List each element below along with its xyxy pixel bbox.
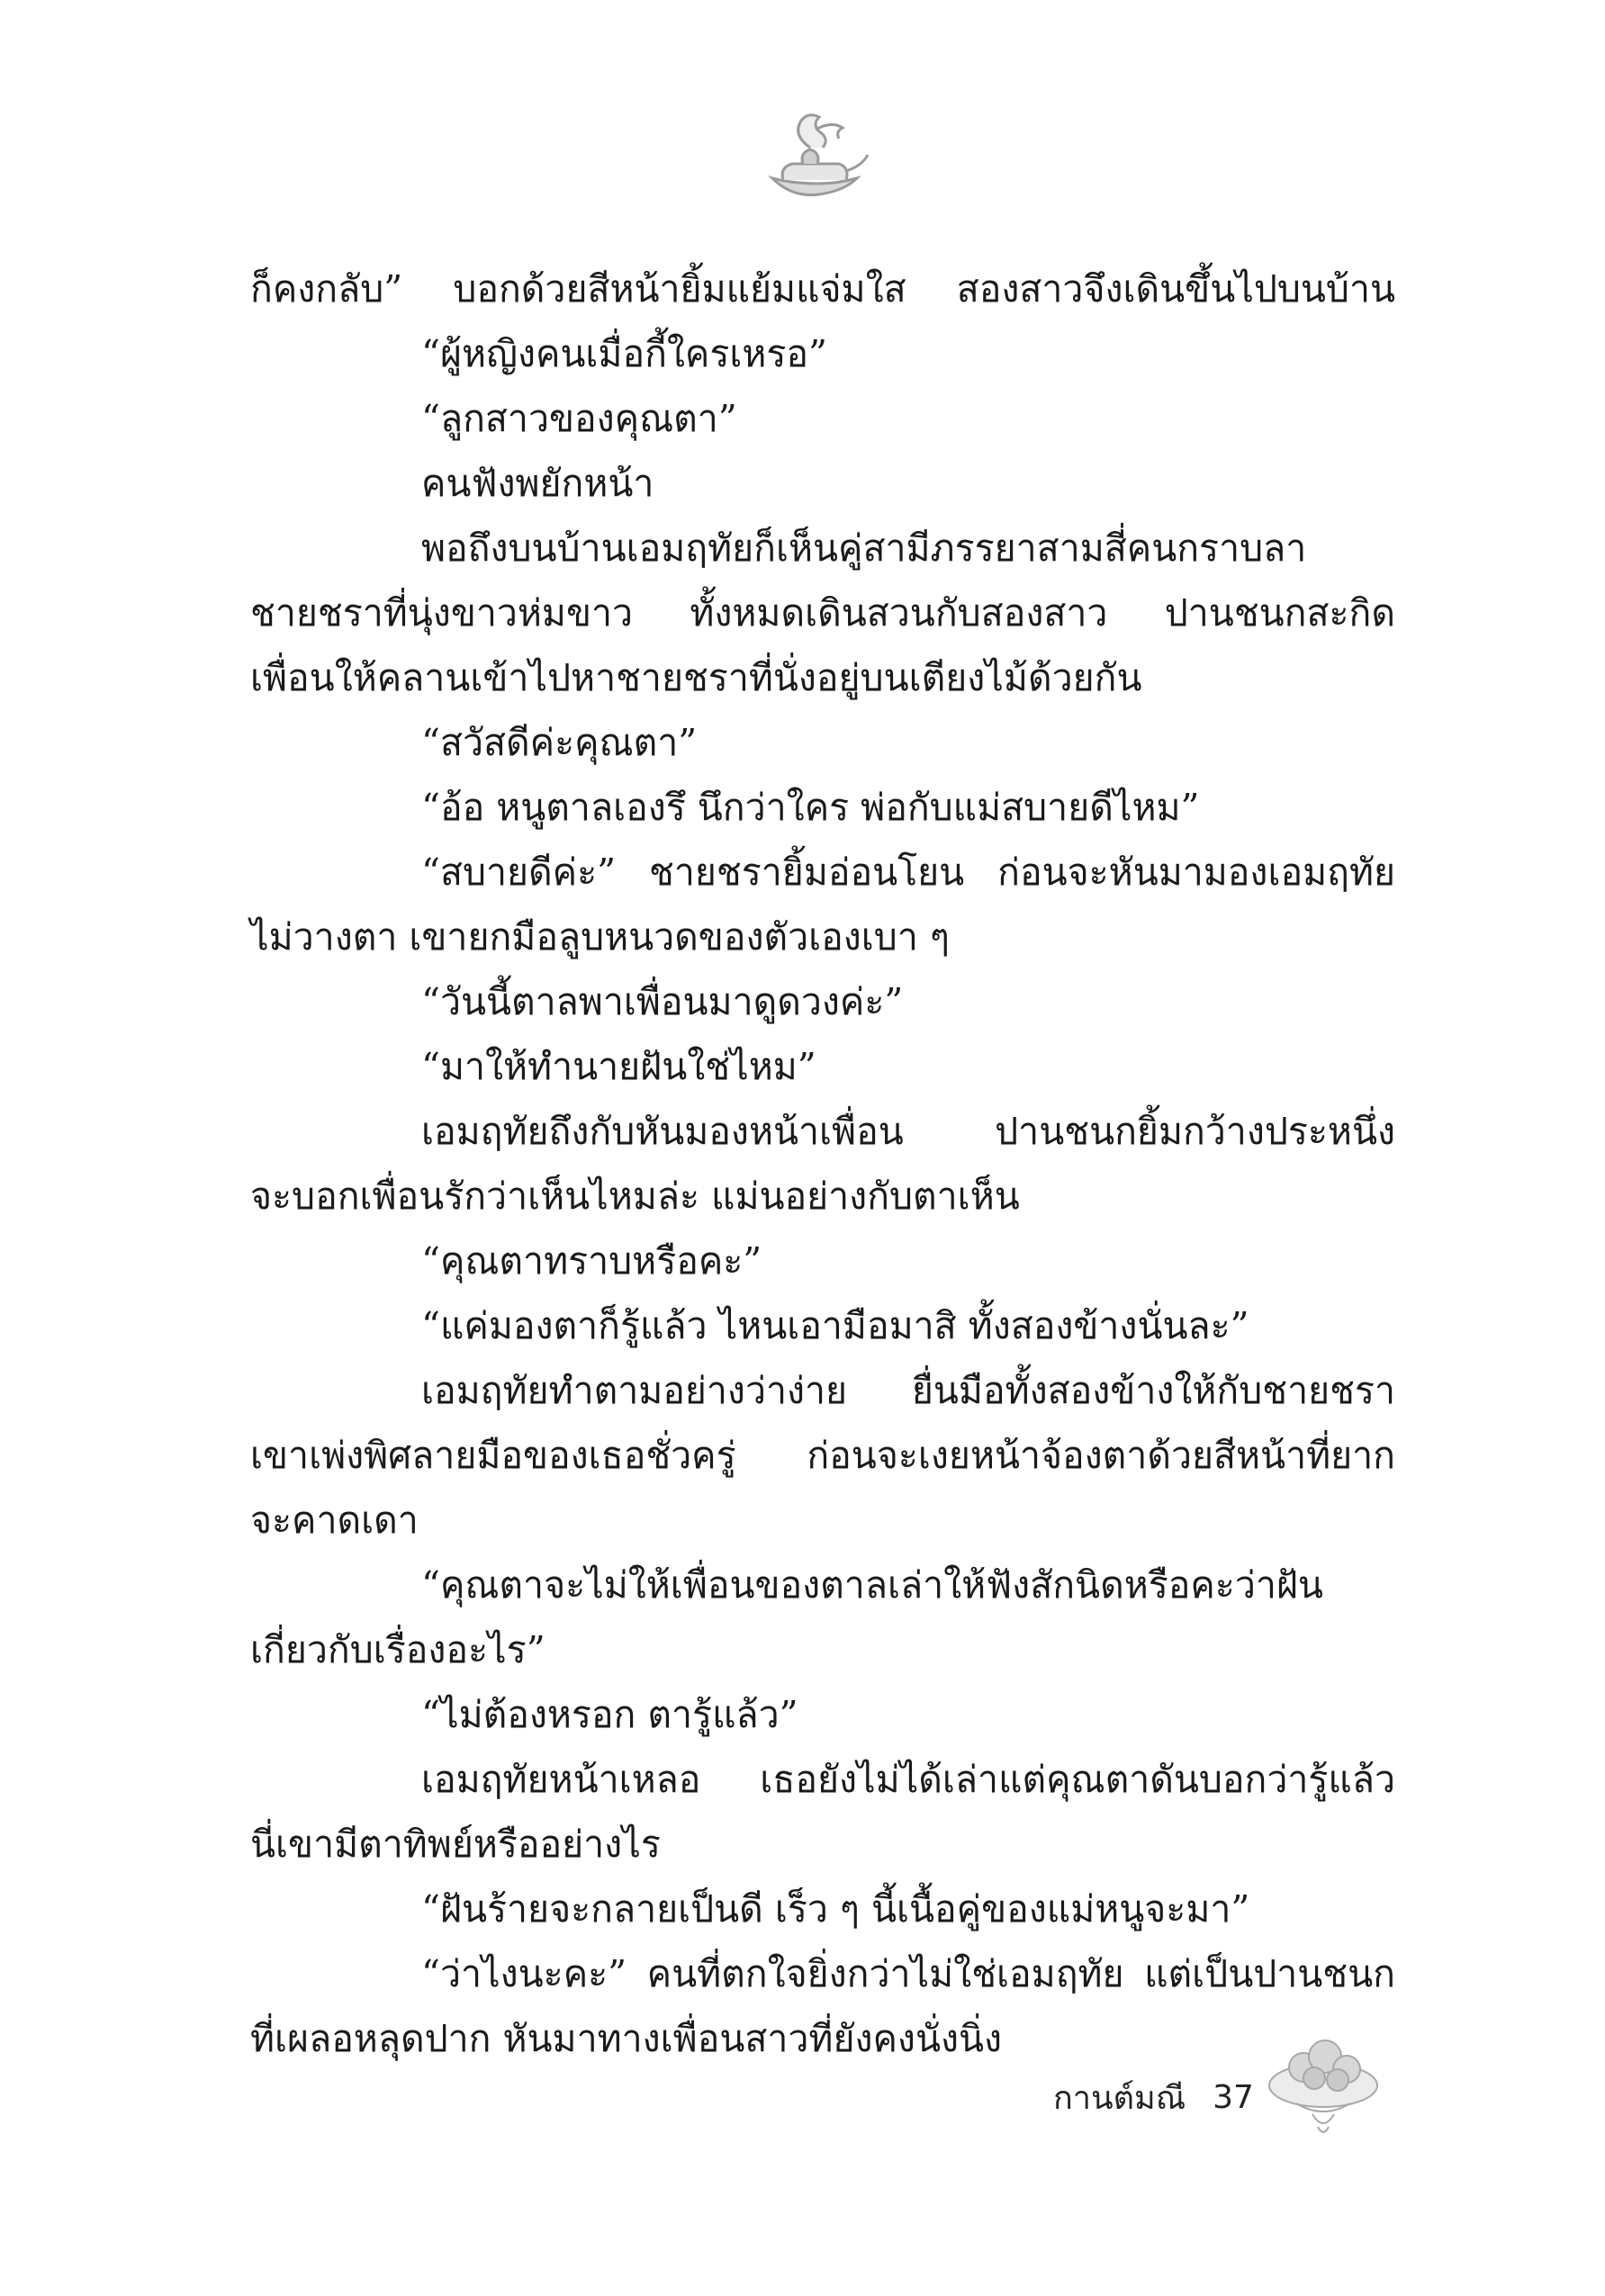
page-number: 37 — [1213, 2078, 1254, 2116]
text-line: เกี่ยวกับเรื่องอะไร” — [250, 1628, 546, 1671]
running-title: กานต์มณี — [1053, 2079, 1186, 2117]
text-line: เพื่อนให้คลานเข้าไปหาชายชราที่นั่งอยู่บนเตียงไม้ด้วยกัน — [250, 656, 1142, 699]
text-line: “ว่าไงนะคะ” คนที่ตกใจยิ่งกว่าไม่ใช่เอมฤทัย แต่เป็นปานชนก — [421, 1952, 1395, 1995]
text-line: “สบายดีค่ะ” ชายชรายิ้มอ่อนโยน ก่อนจะหันมามองเอมฤทัย — [421, 851, 1395, 894]
magic-lamp-icon — [756, 108, 873, 207]
text-line: พอถึงบนบ้านเอมฤทัยก็เห็นคู่สามีภรรยาสามสี่คนกราบลา — [421, 527, 1307, 570]
text-line: “แค่มองตาก็รู้แล้ว ไหนเอามือมาสิ ทั้งสองข้างนั่นละ” — [421, 1304, 1249, 1347]
text-line: จะบอกเพื่อนรักว่าเห็นไหมล่ะ แม่นอย่างกับตาเห็น — [250, 1175, 1020, 1218]
text-line: จะคาดเดา — [250, 1499, 419, 1542]
text-line: “ฝันร้ายจะกลายเป็นดี เร็ว ๆ นี้เนื้อคู่ของแม่หนูจะมา” — [421, 1887, 1250, 1931]
text-line: “ไม่ต้องหรอก ตารู้แล้ว” — [421, 1693, 798, 1736]
text-line: คนฟังพยักหน้า — [421, 462, 654, 505]
text-line: เอมฤทัยทำตามอย่างว่าง่าย ยื่นมือทั้งสองข้างให้กับชายชรา — [421, 1369, 1395, 1412]
text-line: “อ้อ หนูตาลเองรึ นึกว่าใคร พ่อกับแม่สบายดีไหม” — [421, 786, 1200, 829]
text-line: ชายชราที่นุ่งขาวห่มขาว ทั้งหมดเดินสวนกับสองสาว ปานชนกสะกิด — [250, 591, 1395, 635]
text-line: เอมฤทัยถึงกับหันมองหน้าเพื่อน ปานชนกยิ้มกว้างประหนึ่ง — [421, 1110, 1395, 1153]
text-line: “คุณตาทราบหรือคะ” — [421, 1239, 762, 1283]
text-line: “มาให้ทำนายฝันใช่ไหม” — [421, 1045, 816, 1088]
text-line: “ลูกสาวของคุณตา” — [421, 397, 737, 440]
text-line: ที่เผลอหลุดปาก หันมาทางเพื่อนสาวที่ยังคงนั่งนิ่ง — [250, 2017, 1003, 2060]
text-line: เขาเพ่งพิศลายมือของเธอชั่วครู่ ก่อนจะเงยหน้าจ้องตาด้วยสีหน้าที่ยาก — [250, 1434, 1395, 1477]
text-line: “ผู้หญิงคนเมื่อกี้ใครเหรอ” — [421, 332, 828, 375]
text-line: ก็คงกลับ” บอกด้วยสีหน้ายิ้มแย้มแจ่มใส สองสาวจึงเดินขึ้นไปบนบ้าน — [250, 267, 1395, 311]
text-line: “สวัสดีค่ะคุณตา” — [421, 721, 698, 764]
text-line: “คุณตาจะไม่ให้เพื่อนของตาลเล่าให้ฟังสักนิดหรือคะว่าฝัน — [421, 1563, 1323, 1607]
text-line: ไม่วางตา เขายกมือลูบหนวดของตัวเองเบา ๆ — [250, 915, 950, 959]
text-line: “วันนี้ตาลพาเพื่อนมาดูดวงค่ะ” — [421, 980, 904, 1023]
text-line: นี่เขามีตาทิพย์หรืออย่างไร — [250, 1823, 661, 1866]
text-line: เอมฤทัยหน้าเหลอ เธอยังไม่ได้เล่าแต่คุณตาดันบอกว่ารู้แล้ว — [421, 1758, 1395, 1801]
body-text — [250, 257, 1395, 2071]
floral-ornament-icon — [1260, 2021, 1386, 2142]
page-footer — [1053, 2070, 1254, 2124]
